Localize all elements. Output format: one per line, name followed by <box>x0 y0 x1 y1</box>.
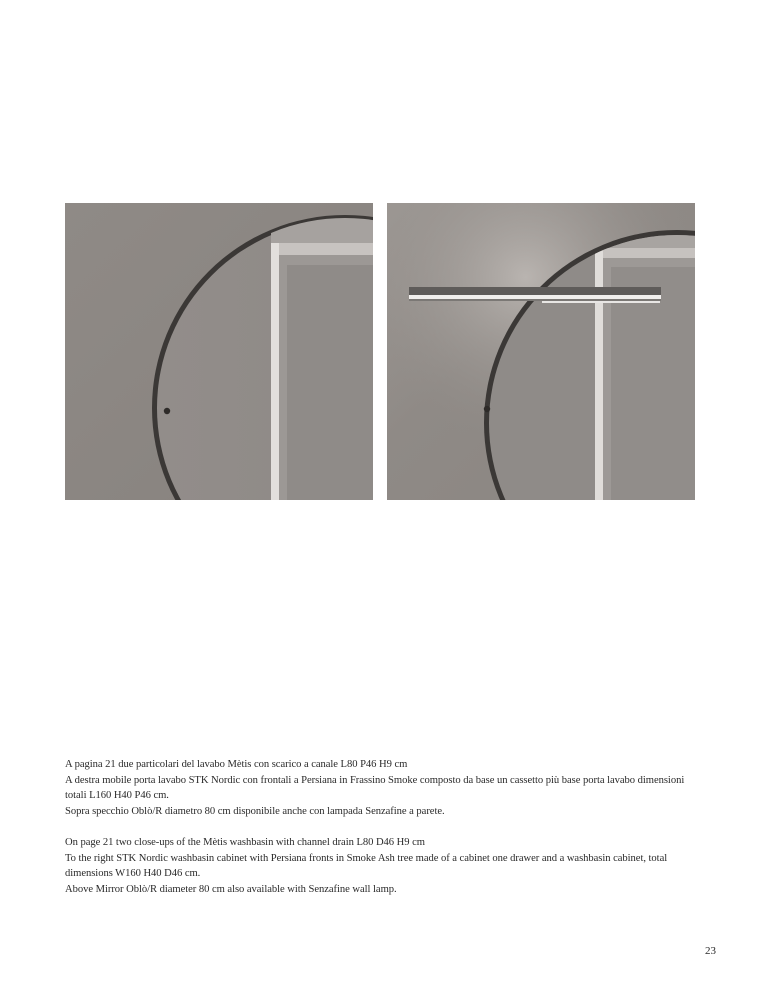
photo-mirror-left <box>65 203 373 500</box>
photo-mirror-right <box>387 203 695 500</box>
caption-it-line-2: A destra mobile porta lavabo STK Nordic con frontali a Persiana in Frassino Smoke composto da base un cassetto più base porta lavabo dimensioni totali L160 H40 P46 cm. <box>65 774 685 802</box>
caption-it-line-1: A pagina 21 due particolari del lavabo Mètis con scarico a canale L80 P46 H9 cm <box>65 759 408 770</box>
caption <box>65 757 705 897</box>
caption-en-line-2: To the right STK Nordic washbasin cabinet with Persiana fronts in Smoke Ash tree made of a cabinet one drawer and a washbasin cabinet, total dimensions W160 H40 D46 cm. <box>65 852 668 880</box>
mirror-illustration-right <box>387 203 695 500</box>
caption-en-line-3: Above Mirror Oblò/R diameter 80 cm also available with Senzafine wall lamp. <box>65 883 397 895</box>
mirror-illustration-left <box>65 203 373 500</box>
caption-it-line-3: Sopra specchio Oblò/R diametro 80 cm disponibile anche con lampada Senzafine a parete. <box>65 805 445 817</box>
caption-spacer <box>65 819 705 835</box>
caption-en-line-1: On page 21 two close-ups of the Mètis washbasin with channel drain L80 D46 H9 cm <box>65 836 425 848</box>
page-number: 23 <box>705 945 716 957</box>
